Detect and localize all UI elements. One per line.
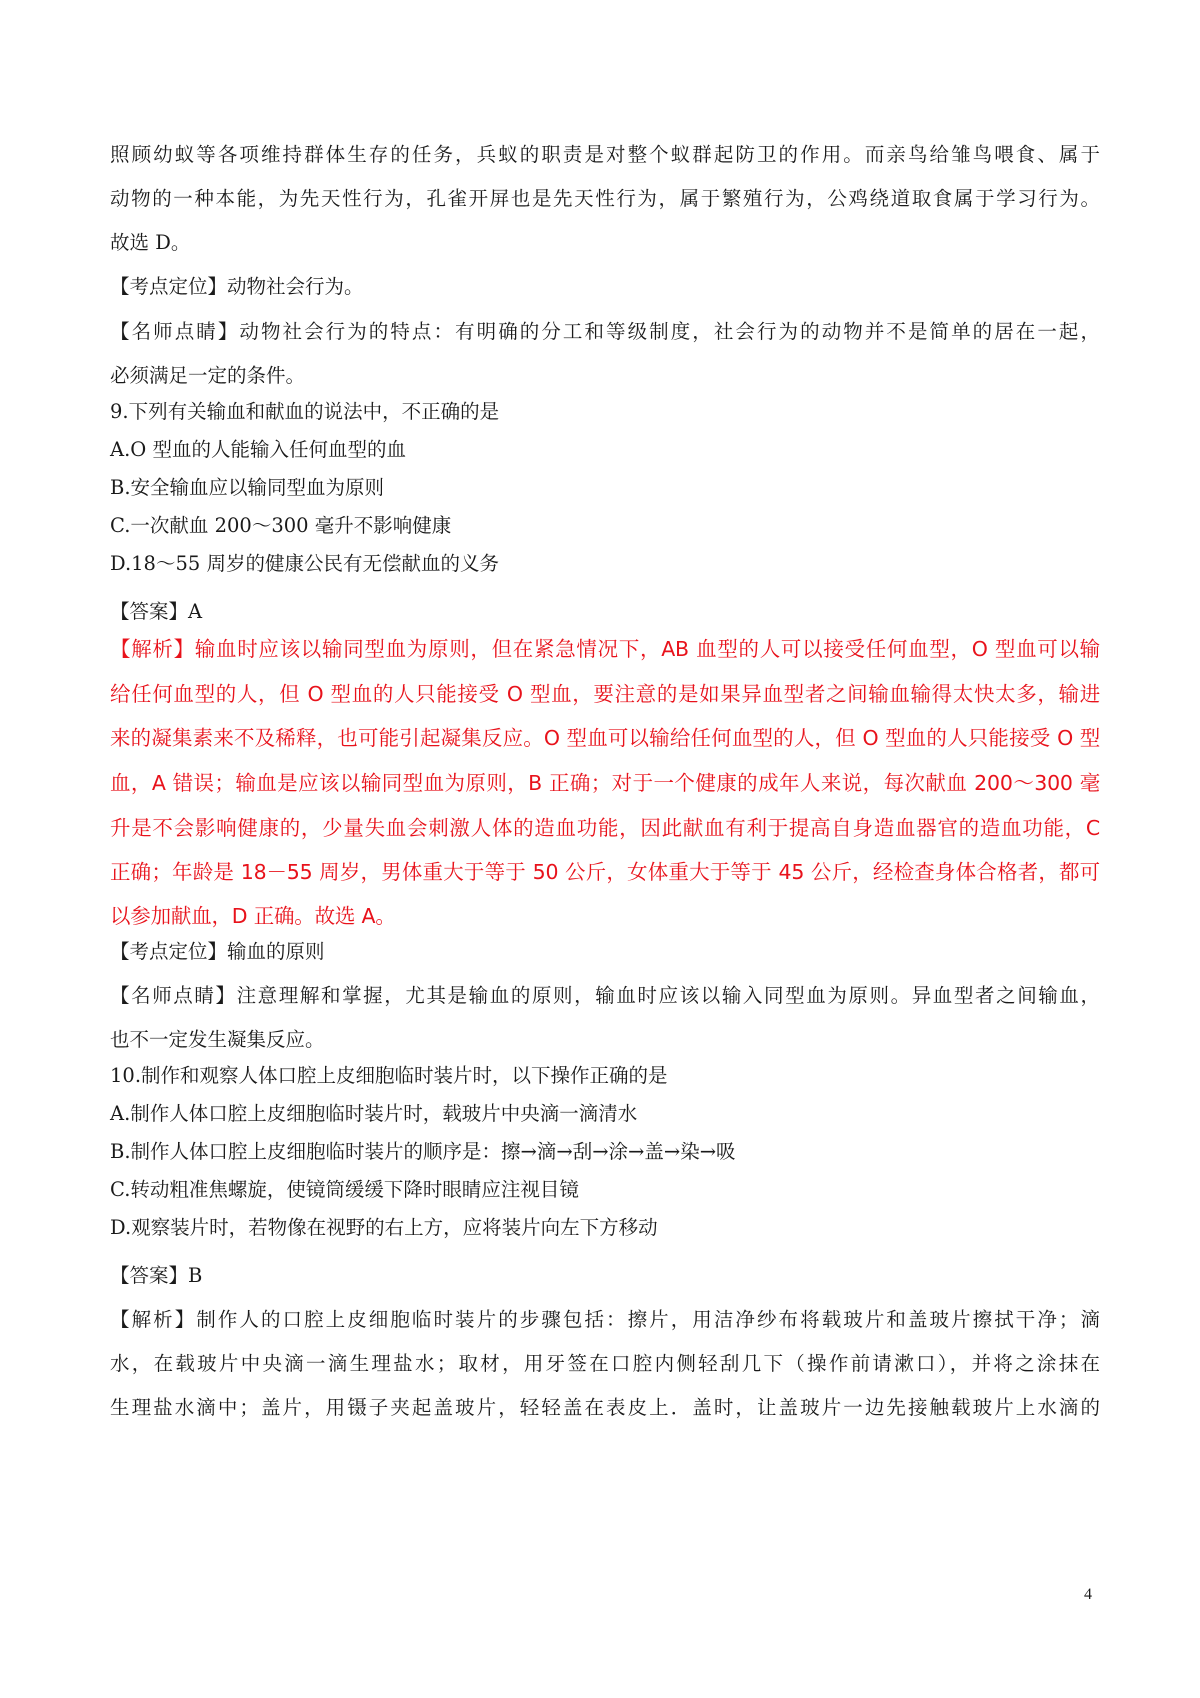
- analysis-line: 生理盐水滴中；盖片，用镊子夹起盖玻片，轻轻盖在表皮上．盖时，让盖玻片一边先接触载玻片上水滴的: [110, 1396, 1100, 1419]
- option-d: D.18～55 周岁的健康公民有无偿献血的义务: [110, 552, 499, 575]
- question-10: 10.制作和观察人体口腔上皮细胞临时装片时，以下操作正确的是: [110, 1064, 668, 1087]
- option-a: A.制作人体口腔上皮细胞临时装片时，载玻片中央滴一滴清水: [110, 1102, 638, 1125]
- answer: 【答案】B: [110, 1264, 203, 1287]
- text-line: 必须满足一定的条件。: [110, 364, 306, 387]
- option-b: B.安全输血应以输同型血为原则: [110, 476, 385, 499]
- text-line: 动物的一种本能，为先天性行为，孔雀开屏也是先天性行为，属于繁殖行为，公鸡绕道取食属于学习行为。: [110, 187, 1100, 210]
- analysis-line: 升是不会影响健康的，少量失血会刺激人体的造血功能，因此献血有利于提高自身造血器官的造血功能，C: [110, 816, 1100, 840]
- option-c: C.转动粗准焦螺旋，使镜筒缓缓下降时眼睛应注视目镜: [110, 1178, 579, 1201]
- analysis-line: 血，A 错误；输血是应该以输同型血为原则，B 正确；对于一个健康的成年人来说，每次献血 200～300 毫: [110, 771, 1100, 795]
- page-number: 4: [1084, 1586, 1092, 1603]
- question-9: 9.下列有关输血和献血的说法中，不正确的是: [110, 400, 500, 423]
- option-a: A.O 型血的人能输入任何血型的血: [110, 438, 406, 461]
- text-line: 照顾幼蚁等各项维持群体生存的任务，兵蚁的职责是对整个蚁群起防卫的作用。而亲鸟给雏鸟喂食、属于: [110, 143, 1100, 166]
- answer: 【答案】A: [110, 600, 203, 623]
- teacher-note: 【名师点睛】注意理解和掌握，尤其是输血的原则，输血时应该以输入同型血为原则。异血型者之间输血，: [110, 984, 1100, 1007]
- option-c: C.一次献血 200～300 毫升不影响健康: [110, 514, 452, 537]
- option-d: D.观察装片时，若物像在视野的右上方，应将装片向左下方移动: [110, 1216, 658, 1239]
- key-point-heading: 【考点定位】动物社会行为。: [110, 275, 364, 298]
- analysis-line: 以参加献血，D 正确。故选 A。: [110, 904, 396, 928]
- teacher-note: 【名师点睛】动物社会行为的特点：有明确的分工和等级制度，社会行为的动物并不是简单的居在一起，: [110, 320, 1100, 343]
- key-point-heading: 【考点定位】输血的原则: [110, 940, 325, 963]
- text-line: 故选 D。: [110, 231, 191, 254]
- analysis-line: 正确；年龄是 18－55 周岁，男体重大于等于 50 公斤，女体重大于等于 45 公斤，经检查身体合格者，都可: [110, 860, 1100, 884]
- analysis-line: 水，在载玻片中央滴一滴生理盐水；取材，用牙签在口腔内侧轻刮几下（操作前请漱口），并将之涂抹在: [110, 1352, 1100, 1375]
- text-line: 也不一定发生凝集反应。: [110, 1028, 325, 1051]
- option-b: B.制作人体口腔上皮细胞临时装片的顺序是：擦→滴→刮→涂→盖→染→吸: [110, 1140, 736, 1163]
- analysis-line: 【解析】制作人的口腔上皮细胞临时装片的步骤包括：擦片，用洁净纱布将载玻片和盖玻片擦拭干净；滴: [110, 1308, 1100, 1331]
- analysis-line: 给任何血型的人，但 O 型血的人只能接受 O 型血，要注意的是如果异血型者之间输血输得太快太多，输进: [110, 682, 1100, 706]
- analysis-line: 【解析】输血时应该以输同型血为原则，但在紧急情况下，AB 血型的人可以接受任何血型，O 型血可以输: [110, 637, 1100, 661]
- analysis-line: 来的凝集素来不及稀释，也可能引起凝集反应。O 型血可以输给任何血型的人，但 O 型血的人只能接受 O 型: [110, 726, 1100, 750]
